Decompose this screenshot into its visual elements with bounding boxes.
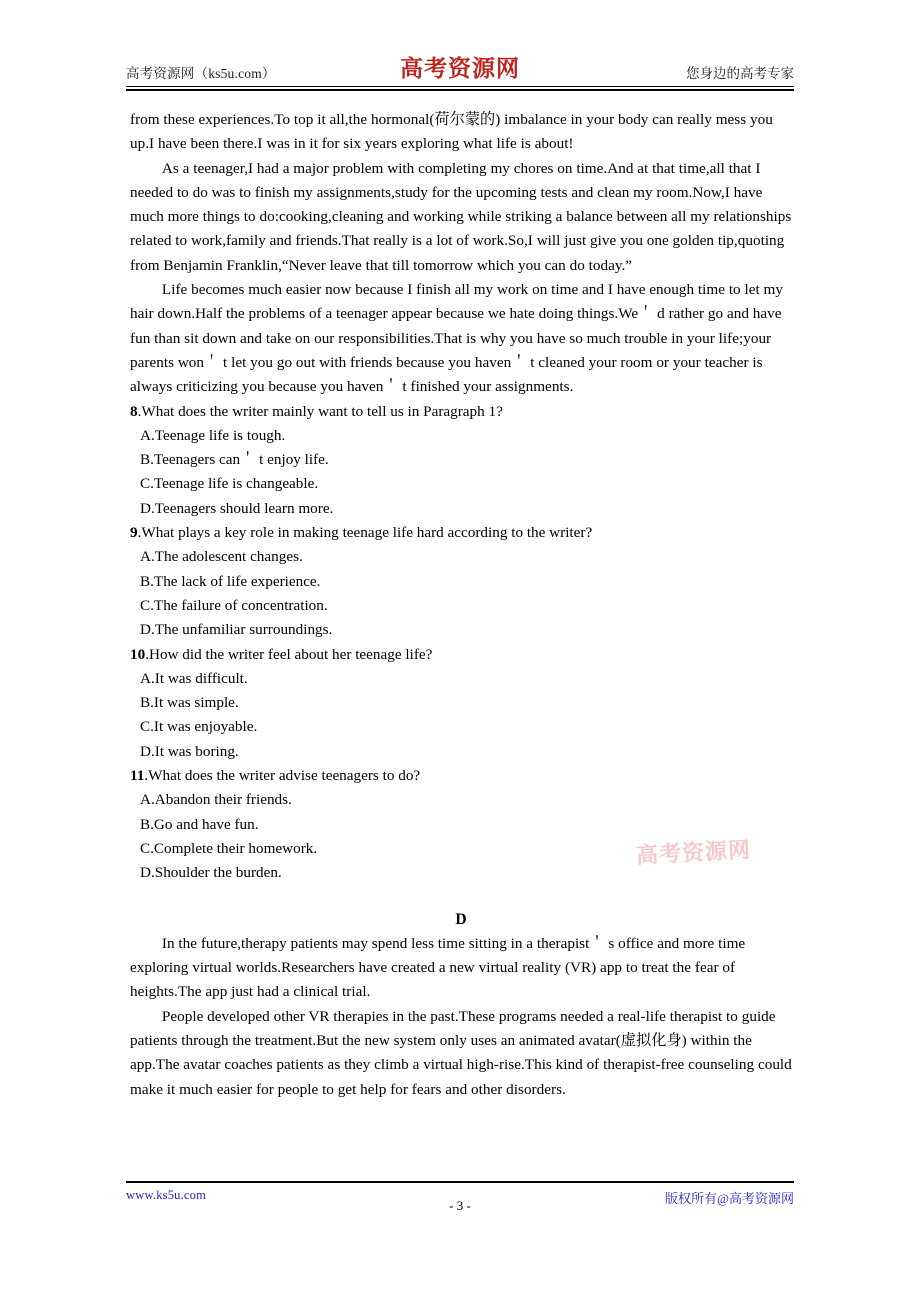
question-8-option-d[interactable]: D.Teenagers should learn more. [140,499,334,517]
watermark: 高考资源网 [635,837,752,869]
paragraph-3: Life becomes much easier now because I finish all my work on time and I have enough time to let my hair down.Half the problems of a teenager appear because we hate doing things.We＇ d rather go and have fun than sit down and take on our responsibilities.That is why you have so much trouble in your life;your parents won＇ t let you go out with friends because you haven＇ t cleaned your room or your teacher is always criticizing you because you haven＇ t finished your assignments. [130,281,783,396]
question-10-number: 10 [130,645,146,663]
document-content [130,108,792,1102]
header-rule-thin [126,86,794,87]
section-d-letter: D [455,910,467,928]
question-11-option-d[interactable]: D.Shoulder the burden. [140,864,282,882]
question-11-option-b[interactable]: B.Go and have fun. [140,815,259,833]
paragraph-continued: from these experiences.To top it all,the hormonal(荷尔蒙的) imbalance in your body can really mess you up.I have been there.I was in it for six years exploring what life is about! [130,111,773,153]
footer-page-number: - 3 - [449,1198,471,1213]
question-10-stem [130,643,792,667]
question-9-option-c[interactable]: C.The failure of concentration. [140,596,328,614]
question-10-option-c[interactable]: C.It was enjoyable. [140,718,258,736]
footer-url[interactable]: www.ks5u.com [126,1188,207,1202]
footer-rule [126,1181,794,1183]
question-10-text: .How did the writer feel about her teenage life? [145,645,433,663]
question-9-option-b[interactable]: B.The lack of life experience. [140,572,321,590]
header-rule-thick [126,89,794,91]
question-10-option-b[interactable]: B.It was simple. [140,694,239,712]
section-d-paragraph-1: In the future,therapy patients may spend less time sitting in a therapist＇ s office and more time exploring virtual worlds.Researchers have created a new virtual reality (VR) app to treat the fear of heights.The app just had a clinical trial. [130,934,746,1001]
question-10-option-a[interactable]: A.It was difficult. [140,669,248,687]
header-site-name: 高考资源网（ks5u.com） [126,66,276,81]
question-8-option-a[interactable]: A.Teenage life is tough. [140,426,286,444]
question-10-option-d[interactable]: D.It was boring. [140,742,239,760]
section-d-paragraph-2: People developed other VR therapies in the past.These programs needed a real-life therapist to guide patients through the treatment.But the new system only uses an animated avatar(虚拟化身) within the app.The avatar coaches patients as they climb a virtual high-rise.This kind of therapist-free counseling could make it much easier for people to get help for fears and other disorders. [130,1007,792,1098]
question-11-text: .What does the writer advise teenagers to do? [144,767,421,785]
question-9-option-d[interactable]: D.The unfamiliar surroundings. [140,621,333,639]
question-8-stem [130,400,792,424]
question-9-text: .What plays a key role in making teenage life hard according to the writer? [137,524,593,542]
page-header [126,50,794,90]
question-11-option-a[interactable]: A.Abandon their friends. [140,791,292,809]
question-9-stem [130,521,792,545]
question-9-option-a[interactable]: A.The adolescent changes. [140,548,303,566]
question-11-number: 11 [130,767,145,785]
question-9-number: 9 [130,524,138,542]
header-logo: 高考资源网 [400,55,520,82]
question-8-option-b[interactable]: B.Teenagers can＇ t enjoy life. [140,451,329,469]
question-8-option-c[interactable]: C.Teenage life is changeable. [140,475,319,493]
question-11-option-c[interactable]: C.Complete their homework. [140,839,318,857]
section-spacer [130,886,792,908]
question-8-text: .What does the writer mainly want to tell us in Paragraph 1? [137,402,503,420]
paragraph-2: As a teenager,I had a major problem with completing my chores on time.And at that time,all that I needed to do was to finish my assignments,study for the upcoming tests and clean my room.Now,I have much more things to do:cooking,cleaning and working while striking a balance between all my relationships related to work,family and friends.That really is a lot of work.So,I will just give you one golden tip,quoting from Benjamin Franklin,“Never leave that till tomorrow which you can do today.” [130,159,792,274]
question-8-number: 8 [130,402,138,420]
page-footer [126,1188,794,1214]
header-slogan: 您身边的高考专家 [686,66,794,81]
question-11-stem [130,764,792,788]
footer-copyright: 版权所有@高考资源网 [665,1191,794,1206]
